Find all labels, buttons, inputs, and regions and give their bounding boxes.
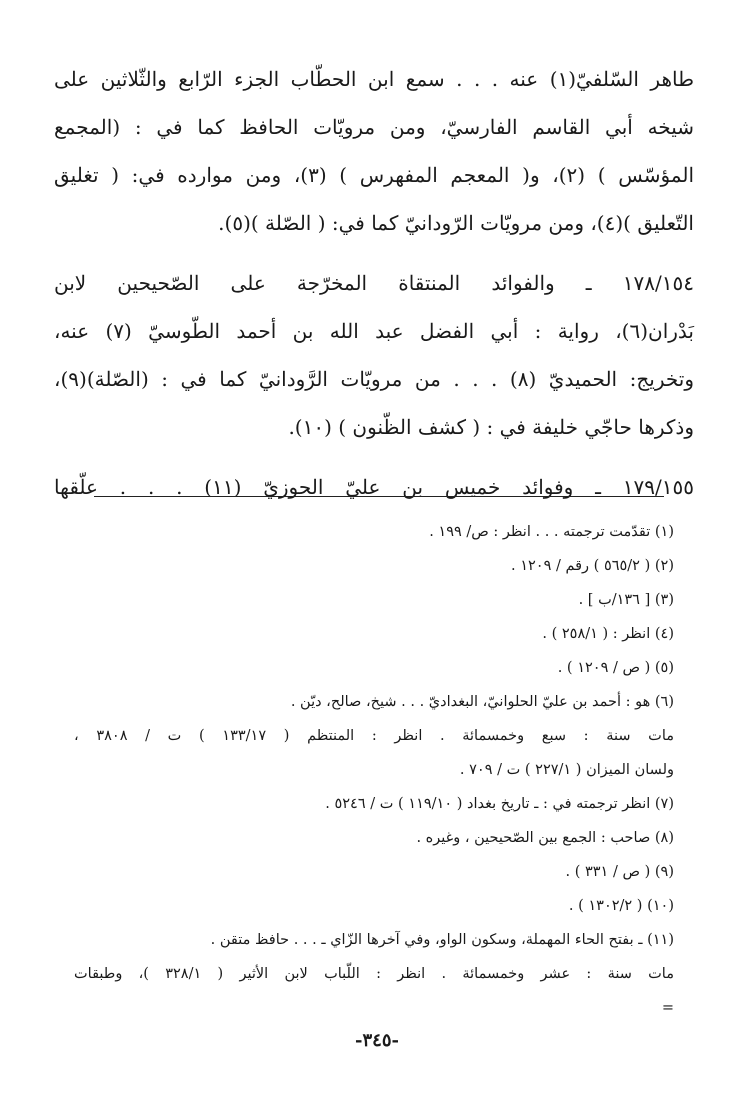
text-line: بَدْران(٦)، رواية : أبي الفضل عبد الله بن أحمد الطّوسيّ (٧) عنه، [54, 319, 694, 343]
text-line: وتخريج: الحميديّ (٨) . . . من مرويّات الرَّودانيّ كما في : (الصّلة)(٩)، [54, 367, 694, 391]
footnote: (٣) [ ١٣٦/ب ] . [578, 592, 674, 608]
main-text [54, 55, 694, 511]
footnote: (٤) انظر : ( ٢٥٨/١ ) . [542, 626, 674, 642]
paragraph-gap [54, 247, 694, 259]
footnote-divider [94, 496, 664, 497]
continuation-mark: = [661, 1000, 674, 1016]
text-line: شيخه أبي القاسم الفارسيّ، ومن مرويّات الحافظ كما في : (المجمع [54, 115, 694, 139]
footnotes [74, 515, 674, 1025]
text-line: التّعليق )(٤)، ومن مرويّات الرّودانيّ كما في: ( الصّلة )(٥). [218, 211, 694, 235]
footnote: (٢) ( ٥٦٥/٢ ) رقم / ١٢٠٩ . [511, 558, 674, 574]
entry-179-line: ١٧٩/١٥٥ ـ وفوائد خميس بن عليّ الحوزيّ (١١) . . . علّقها [54, 475, 694, 499]
text-line: وذكرها حاجّي خليفة في : ( كشف الظّنون ) (١٠). [288, 415, 694, 439]
footnote: (٧) انظر ترجمته في : ـ تاريخ بغداد ( ١١٩/١٠ ) ت / ٥٢٤٦ . [325, 796, 674, 812]
footnote: (١٠) ( ١٣٠٢/٢ ) . [568, 898, 674, 914]
footnote: مات سنة : عشر وخمسمائة . انظر : اللّباب لابن الأثير ( ٣٢٨/١ )، وطبقات [74, 966, 674, 982]
footnote: (٨) صاحب : الجمع بين الصّحيحين ، وغيره . [416, 830, 674, 846]
paragraph-gap [54, 451, 694, 463]
footnote: (١١) ـ بفتح الحاء المهملة، وسكون الواو، وفي آخرها الزّاي ـ . . . حافظ متقن . [210, 932, 674, 948]
page-number: -٣٤٥- [355, 1030, 399, 1051]
text-line: طاهر السّلفيّ(١) عنه . . . سمع ابن الحطّاب الجزء الرّابع والثّلاثين على [54, 67, 694, 91]
footnote: (٩) ( ص / ٣٣١ ) . [565, 864, 674, 880]
footnote: (١) تقدّمت ترجمته . . . انظر : ص/ ١٩٩ . [429, 524, 674, 540]
entry-178-line: ١٧٨/١٥٤ ـ والفوائد المنتقاة المخرّجة على الصّحيحين لابن [54, 271, 694, 295]
footnote: (٦) هو : أحمد بن عليّ الحلوانيّ، البغداديّ . . . شيخ، صالح، ديّن . [290, 694, 674, 710]
footnote: (٥) ( ص / ١٢٠٩ ) . [557, 660, 674, 676]
text-line: المؤسّس ) (٢)، و( المعجم المفهرس ) (٣)، ومن موارده في: ( تغليق [54, 163, 694, 187]
footnote: مات سنة : سبع وخمسمائة . انظر : المنتظم ( ١٣٣/١٧ ) ت / ٣٨٠٨ ، [74, 728, 675, 744]
footnote: ولسان الميزان ( ٢٢٧/١ ) ت / ٧٠٩ . [459, 762, 674, 778]
